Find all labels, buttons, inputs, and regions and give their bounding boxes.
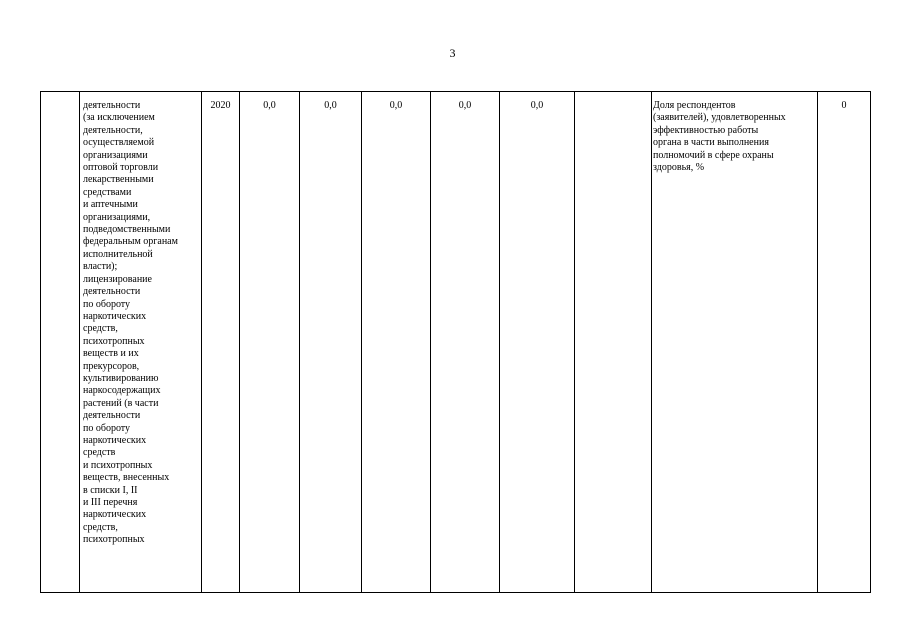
value-cell-3: 0,0 [389, 100, 403, 111]
value-cell-2: 0,0 [324, 100, 337, 111]
column-divider [430, 92, 431, 592]
column-divider [361, 92, 362, 592]
indicator-description-cell: Доля респондентов (заявителей), удовлетворенных эффективностью работы органа в части выполнения полномочий в сфере охраны здоровья, % [653, 100, 786, 174]
value-cell-5: 0,0 [530, 100, 544, 111]
value-cell-1: 0,0 [263, 100, 276, 111]
column-divider [574, 92, 575, 592]
year-cell: 2020 [210, 100, 231, 111]
indicator-value-cell: 0 [841, 100, 847, 111]
activity-description-cell: деятельности (за исключением деятельности, осуществляемой организациями оптовой торговли лекарственными средствами и аптечными организациями, подведомственными федеральным органам исполнительной власти); лицензирование деятельности по обороту наркотических средств, психотропных веществ и их прекурсоров, культивированию наркосодержащих растений (в части деятельности по обороту наркотических средств и психотропных веществ, внесенных в списки I, II и III перечня наркотических средств, психотропных [83, 100, 178, 546]
value-cell-4: 0,0 [458, 100, 472, 111]
column-divider [299, 92, 300, 592]
column-divider [499, 92, 500, 592]
column-divider [817, 92, 818, 592]
column-divider [651, 92, 652, 592]
column-divider [239, 92, 240, 592]
column-divider [79, 92, 80, 592]
table-row [40, 91, 871, 593]
page-number: 3 [449, 46, 456, 60]
